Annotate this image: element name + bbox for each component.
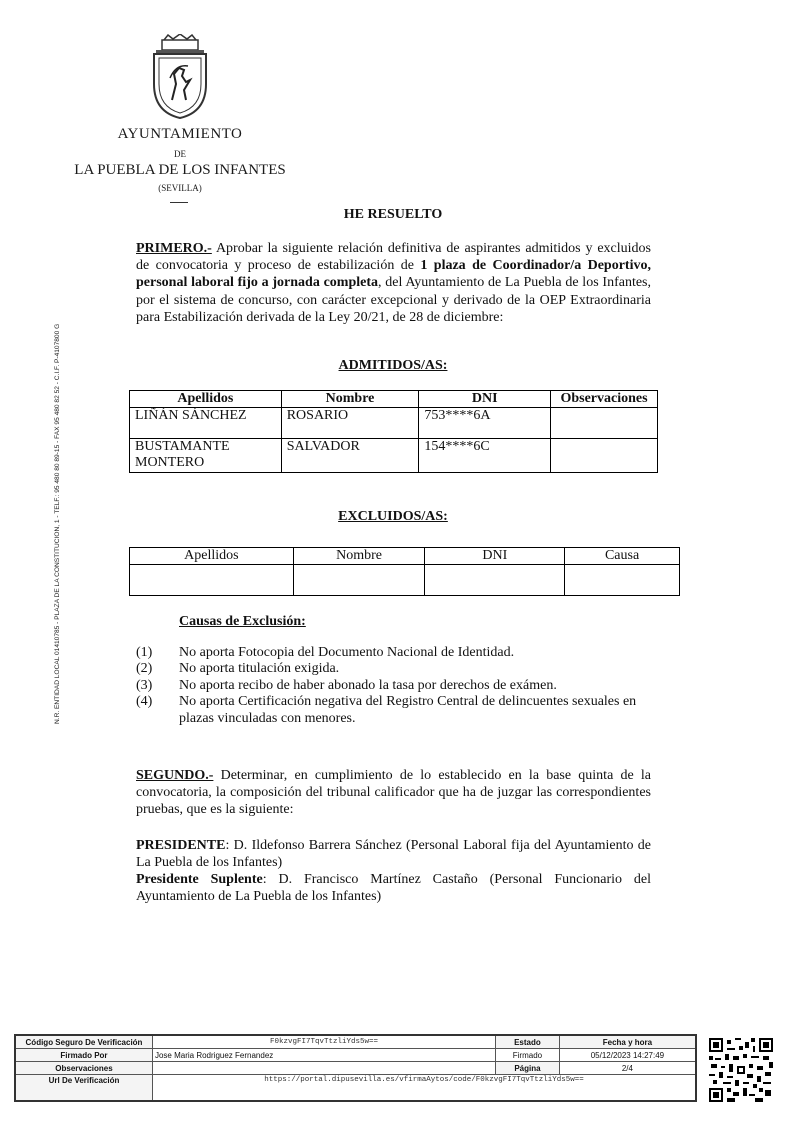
primero-text-b: , del Ayuntamiento de La Puebla de los Infantes, por el sistema de concurso, con carácter excepcional y derivado de la OEP Extraordinaria para Estabilización derivada de la Ley 20/21, de 28 de diciembre: (136, 275, 651, 325)
admitidos-title: ADMITIDOS/AS: (338, 358, 448, 373)
table-row (130, 408, 658, 439)
presidente-text: : D. Ildefonso Barrera Sánchez (Personal Laboral fija del Ayuntamiento de La Puebla de los Infantes) (136, 838, 651, 871)
presidente-paragraph (136, 837, 651, 871)
cause-number: (1) (136, 645, 153, 660)
cell-causa (565, 565, 680, 596)
cell-observaciones (551, 439, 658, 473)
pagina-value: 2/4 (559, 1062, 696, 1075)
col-header-observaciones: Observaciones (551, 391, 658, 408)
cell-nombre (293, 565, 425, 596)
signature-verification-table (14, 1034, 697, 1102)
cause-number: (3) (136, 678, 153, 693)
presidente-label: PRESIDENTE (136, 838, 226, 853)
header-divider (170, 202, 188, 203)
pagina-label: Página (496, 1062, 560, 1075)
primero-bold: 1 plaza de Coordinador/a Deportivo, personal laboral fijo a jornada completa (136, 258, 651, 291)
excluidos-header-row (130, 548, 680, 565)
fecha-label: Fecha y hora (559, 1035, 696, 1049)
cause-text: No aporta Certificación negativa del Registro Central de delincuentes sexuales en plazas vinculadas con menores. (179, 694, 637, 726)
side-margin-text: N.R. ENTIDAD LOCAL 01410785 - PLAZA DE LA CONSTITUCION, 1 - TELF.: 95 480 80 89-15 - FAX 95 480 82 52 - C.I.F. P-4107800 G (54, 323, 61, 724)
resolution-title: HE RESUELTO (343, 207, 443, 222)
table-row (130, 565, 680, 596)
col-header-dni: DNI (425, 548, 565, 565)
cell-observaciones (551, 408, 658, 439)
cause-number: (4) (136, 694, 153, 709)
cell-dni (425, 565, 565, 596)
url-label: Url De Verificación (15, 1075, 152, 1101)
cell-dni: 753****6A (419, 408, 551, 439)
org-name-line-1: AYUNTAMIENTO (117, 126, 243, 142)
col-header-dni: DNI (419, 391, 551, 408)
coat-of-arms-seal (146, 34, 214, 120)
cell-dni: 154****6C (419, 439, 551, 473)
cell-apellidos: BUSTAMANTE MONTERO (130, 439, 282, 473)
primero-paragraph (136, 240, 651, 326)
firmado-label: Firmado Por (15, 1049, 152, 1062)
segundo-text: Determinar, en cumplimiento de lo establecido en la base quinta de la convocatoria, la composición del tribunal calificador que ha de juzgar las correspondientes pruebas, que es la siguiente: (136, 768, 651, 818)
observaciones-label: Observaciones (15, 1062, 152, 1075)
excluidos-title: EXCLUIDOS/AS: (338, 509, 448, 524)
causas-title: Causas de Exclusión: (179, 614, 306, 629)
firmado-value: Jose Maria Rodriguez Fernandez (152, 1049, 495, 1062)
fecha-value: 05/12/2023 14:27:49 (559, 1049, 696, 1062)
col-header-nombre: Nombre (281, 391, 419, 408)
org-province: (SEVILLA) (158, 183, 202, 193)
csv-value: F0kzvgFI7TqvTtzliYds5w== (152, 1035, 495, 1049)
segundo-paragraph (136, 767, 651, 819)
cause-text: No aporta recibo de haber abonado la tasa por derechos de exámen. (179, 678, 557, 693)
cause-number: (2) (136, 661, 153, 676)
col-header-apellidos: Apellidos (130, 391, 282, 408)
csv-label: Código Seguro De Verificación (15, 1035, 152, 1049)
qr-code (709, 1038, 773, 1102)
observaciones-value (152, 1062, 495, 1075)
primero-text-a: Aprobar la siguiente relación definitiva de aspirantes admitidos y excluidos de convocatoria y proceso de estabilización de (136, 241, 651, 274)
cause-text: No aporta titulación exigida. (179, 661, 340, 676)
cell-apellidos: LIÑÁN SÁNCHEZ (130, 408, 282, 439)
admitidos-table (129, 390, 658, 473)
suplente-label: Presidente Suplente (136, 872, 263, 887)
org-name-line-2: DE (174, 149, 186, 159)
cell-nombre: ROSARIO (281, 408, 419, 439)
org-name-line-3: LA PUEBLA DE LOS INFANTES (74, 162, 286, 178)
suplente-paragraph (136, 871, 651, 905)
primero-label: PRIMERO.- (136, 241, 212, 256)
suplente-text: : D. Francisco Martínez Castaño (Personal Funcionario del Ayuntamiento de La Puebla de los Infantes) (136, 872, 651, 905)
estado-label: Estado (496, 1035, 560, 1049)
admitidos-header-row (130, 391, 658, 408)
col-header-nombre: Nombre (293, 548, 425, 565)
table-row (130, 439, 658, 473)
cell-apellidos (130, 565, 294, 596)
excluidos-table (129, 547, 680, 596)
col-header-causa: Causa (565, 548, 680, 565)
cell-nombre: SALVADOR (281, 439, 419, 473)
segundo-label: SEGUNDO.- (136, 768, 214, 783)
cause-text: No aporta Fotocopia del Documento Nacional de Identidad. (179, 645, 515, 660)
estado-value: Firmado (496, 1049, 560, 1062)
col-header-apellidos: Apellidos (130, 548, 294, 565)
verification-url-link[interactable]: https://portal.dipusevilla.es/vfirmaAytos/code/F0kzvgFI7TqvTtzliYds5w== (152, 1075, 696, 1101)
